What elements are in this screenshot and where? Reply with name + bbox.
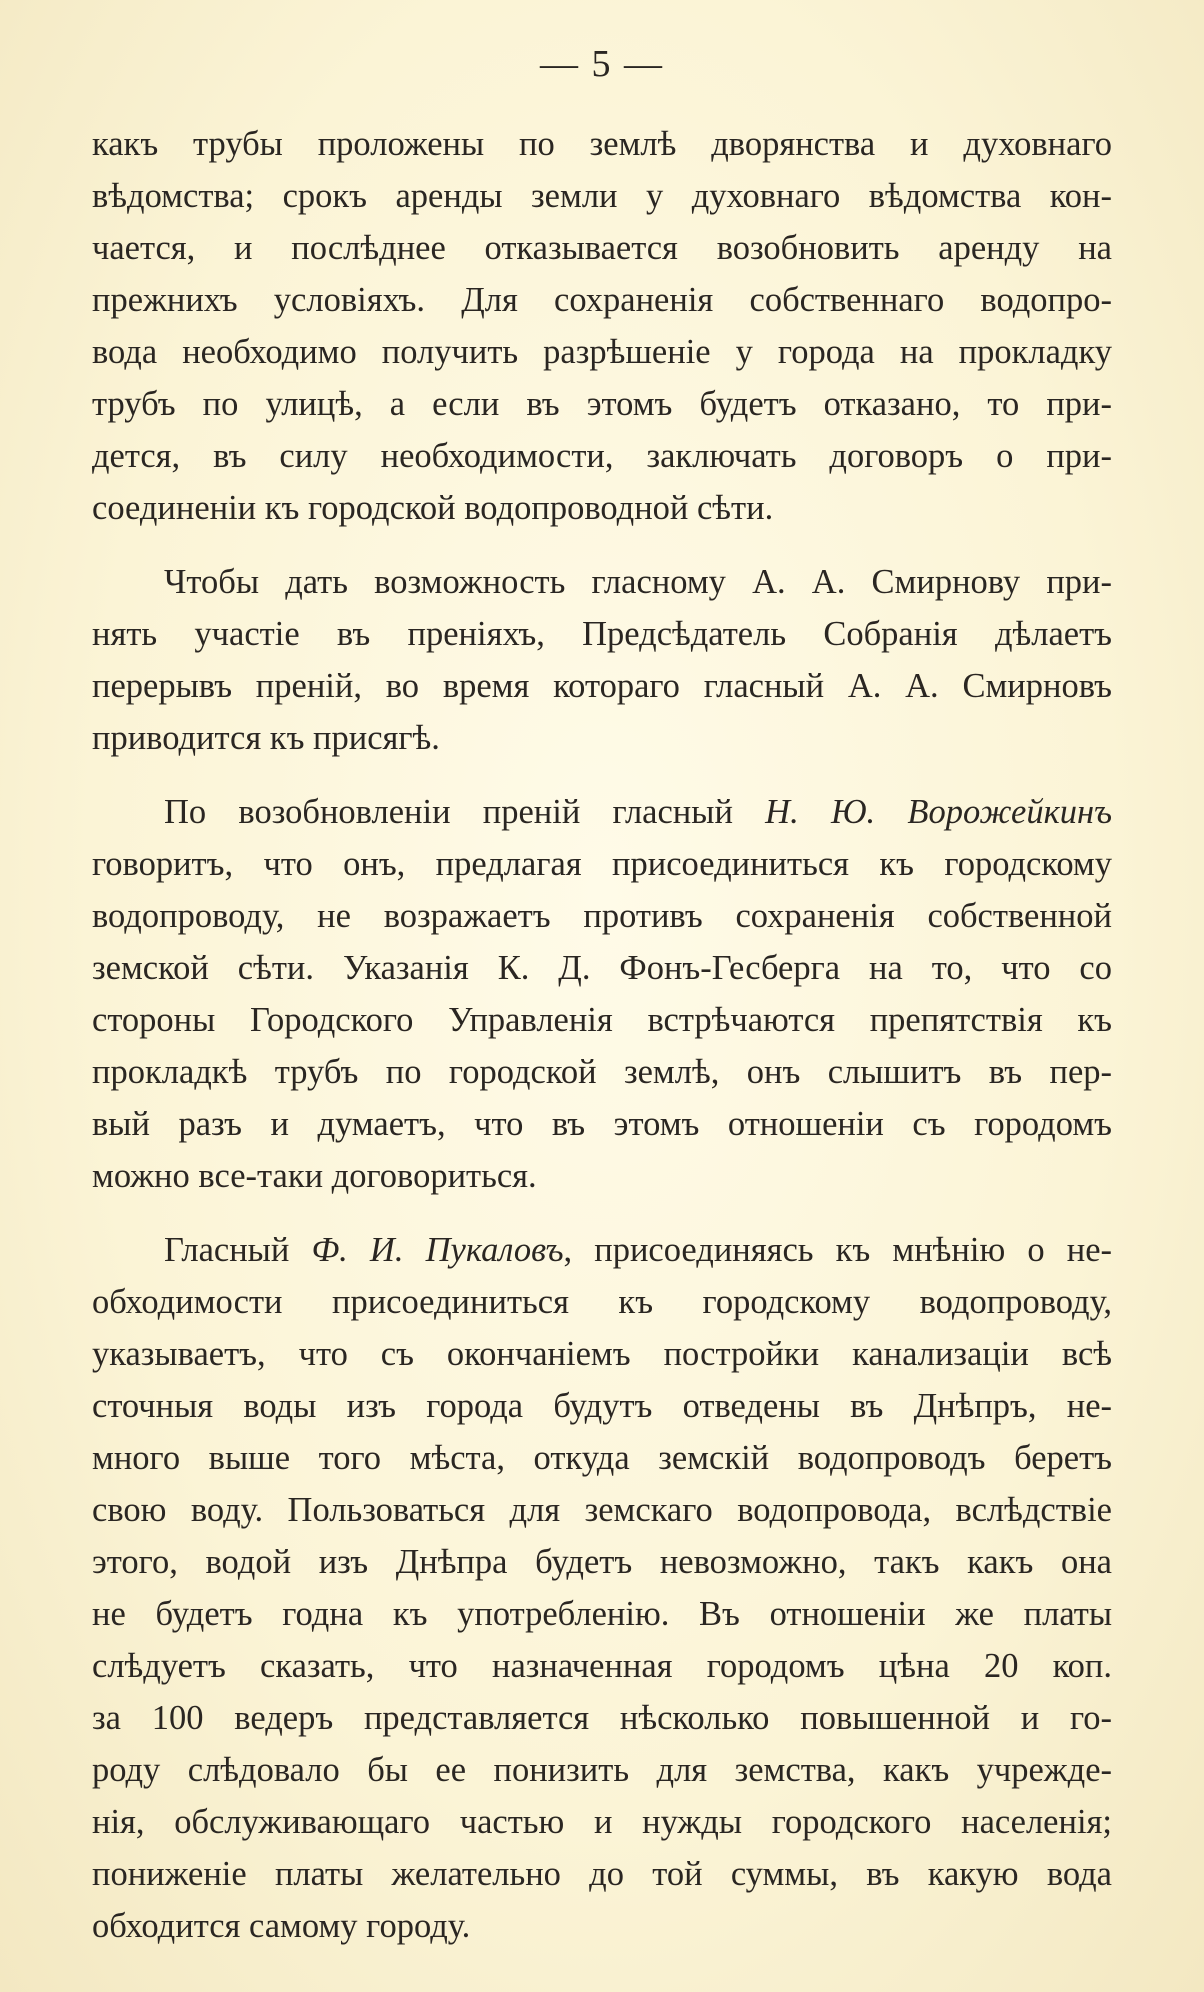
text-line: нять участіе въ преніяхъ, Предсѣдатель Собранія дѣлаетъ	[92, 615, 1112, 653]
text-line: этого, водой изъ Днѣпра будетъ невозможно, такъ какъ она	[92, 1543, 1112, 1581]
text-line: роду слѣдовало бы ее понизить для земства, какъ учрежде-	[92, 1751, 1112, 1789]
text-line: стороны Городского Управленія встрѣчаются препятствія къ	[92, 1001, 1112, 1039]
text-line: говоритъ, что онъ, предлагая присоединиться къ городскому	[92, 845, 1112, 883]
text-line: какъ трубы проложены по землѣ дворянства и духовнаго	[92, 125, 1112, 163]
text-line: водопроводу, не возражаетъ противъ сохраненія собственной	[92, 897, 1112, 935]
text-line: соединеніи къ городской водопроводной сѣти.	[92, 489, 774, 527]
paragraph	[92, 118, 1112, 534]
paragraph	[92, 786, 1112, 1202]
text-line: вый разъ и думаетъ, что въ этомъ отношеніи съ городомъ	[92, 1105, 1112, 1143]
text-line: обходится самому городу.	[92, 1907, 471, 1945]
speaker-name: Н. Ю. Ворожейкинъ	[765, 793, 1112, 831]
text-line: трубъ по улицѣ, а если въ этомъ будетъ отказано, то при-	[92, 385, 1112, 423]
text-line: Чтобы дать возможность гласному А. А. Смирнову при-	[164, 563, 1112, 601]
paragraph	[92, 556, 1112, 764]
text-line	[92, 786, 1112, 838]
text-fragment: По возобновленіи преній гласный	[164, 793, 766, 831]
text-line: вѣдомства; срокъ аренды земли у духовнаго вѣдомства кон-	[92, 177, 1112, 215]
text-line: приводится къ присягѣ.	[92, 719, 440, 757]
text-line: перерывъ преній, во время котораго гласный А. А. Смирновъ	[92, 667, 1112, 705]
speaker-name: Ф. И. Пукаловъ	[311, 1231, 564, 1269]
text-line: пониженіе платы желательно до той суммы, въ какую вода	[92, 1855, 1112, 1893]
text-line: за 100 ведеръ представляется нѣсколько повышенной и го-	[92, 1699, 1112, 1737]
text-line: вода необходимо получить разрѣшеніе у города на прокладку	[92, 333, 1112, 371]
text-line: сточныя воды изъ города будутъ отведены въ Днѣпръ, не-	[92, 1387, 1112, 1425]
text-line: не будетъ годна къ употребленію. Въ отношеніи же платы	[92, 1595, 1112, 1633]
text-fragment: Гласный	[164, 1231, 312, 1269]
text-line: нія, обслуживающаго частью и нужды городского населенія;	[92, 1803, 1112, 1841]
text-line: прежнихъ условіяхъ. Для сохраненія собственнаго водопро-	[92, 281, 1112, 319]
text-line: слѣдуетъ сказать, что назначенная городомъ цѣна 20 коп.	[92, 1647, 1112, 1685]
text-line: свою воду. Пользоваться для земскаго водопровода, вслѣдствіе	[92, 1491, 1112, 1529]
paragraph	[92, 1224, 1112, 1952]
text-line	[92, 1224, 1112, 1276]
text-line: можно все-таки договориться.	[92, 1157, 537, 1195]
text-line: много выше того мѣста, откуда земскій водопроводъ беретъ	[92, 1439, 1112, 1477]
page-number: — 5 —	[540, 43, 664, 85]
text-body	[92, 118, 1112, 1974]
text-fragment: , присоединяясь къ мнѣнію о не-	[563, 1231, 1112, 1269]
text-line: прокладкѣ трубъ по городской землѣ, онъ слышитъ въ пер-	[92, 1053, 1112, 1091]
text-line: дется, въ силу необходимости, заключать договоръ о при-	[92, 437, 1112, 475]
text-line: обходимости присоединиться къ городскому водопроводу,	[92, 1283, 1112, 1321]
text-line: чается, и послѣднее отказывается возобновить аренду на	[92, 229, 1112, 267]
text-line: земской сѣти. Указанія К. Д. Фонъ-Гесберга на то, что со	[92, 949, 1112, 987]
text-line: указываетъ, что съ окончаніемъ постройки канализаціи всѣ	[92, 1335, 1112, 1373]
